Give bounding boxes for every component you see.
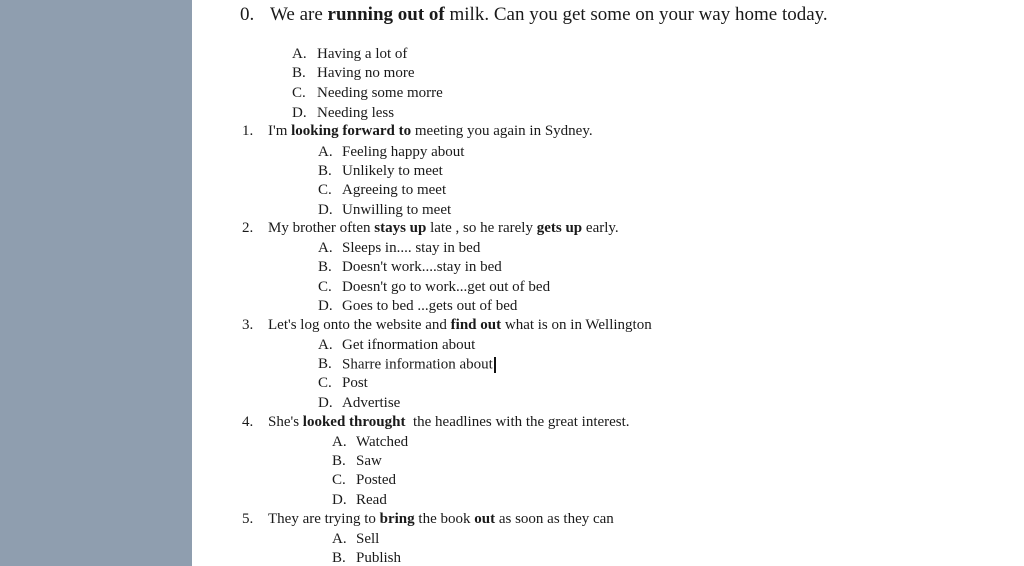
option-letter: B.	[318, 259, 332, 275]
question-key-phrase: stays up	[374, 220, 427, 236]
document-page[interactable]	[192, 0, 1024, 566]
question-text: what is on in Wellington	[501, 317, 652, 333]
option-text: Publish	[356, 550, 402, 566]
question-text: They are trying to	[268, 511, 380, 527]
question-key-phrase: looking forward to	[291, 123, 412, 139]
question-0	[240, 5, 828, 24]
option-letter: A.	[318, 240, 333, 256]
option-0-b	[292, 66, 414, 81]
option-letter: B.	[332, 550, 346, 566]
option-letter: C.	[332, 472, 346, 488]
question-number: 0.	[240, 4, 255, 25]
option-letter: D.	[332, 492, 347, 508]
option-letter: B.	[318, 356, 332, 373]
question-text: early.	[582, 220, 619, 236]
option-letter: C.	[318, 182, 332, 198]
option-text: Doesn't go to work...get out of bed	[342, 279, 551, 295]
option-letter: D.	[318, 395, 333, 411]
option-0-a	[292, 47, 407, 62]
question-key-phrase: out	[474, 511, 496, 527]
question-key-phrase: looked throught	[302, 414, 406, 430]
option-text: Unlikely to meet	[342, 163, 443, 179]
option-letter: C.	[318, 279, 332, 295]
option-text: Advertise	[342, 395, 401, 411]
option-letter: A.	[318, 337, 333, 353]
option-0-d	[292, 106, 394, 121]
option-text: Posted	[356, 472, 397, 488]
question-key-phrase: running out of	[327, 4, 445, 25]
option-letter: A.	[318, 144, 333, 160]
option-1-a	[318, 145, 464, 160]
question-text: meeting you again in Sydney.	[411, 123, 593, 139]
question-text: milk. Can you get some on your way home today.	[444, 4, 828, 25]
option-0-c	[292, 86, 443, 101]
option-text: Feeling happy about	[342, 144, 465, 160]
question-text: as soon as they can	[495, 511, 614, 527]
option-letter: D.	[318, 298, 333, 314]
option-text: Having no more	[317, 65, 415, 81]
option-text: Unwilling to meet	[342, 202, 452, 218]
question-text: I'm	[268, 123, 292, 139]
option-letter: A.	[332, 531, 347, 547]
option-text: Watched	[356, 434, 409, 450]
option-3-a	[318, 338, 475, 353]
option-text: Read	[356, 492, 387, 508]
question-text: Let's log onto the website and	[268, 317, 451, 333]
question-2	[242, 221, 619, 236]
option-text: Goes to bed ...gets out of bed	[342, 298, 518, 314]
option-text: Get ifnormation about	[342, 337, 476, 353]
option-letter: A.	[332, 434, 347, 450]
option-text: Having a lot of	[317, 46, 408, 62]
left-margin-panel	[0, 0, 192, 566]
option-letter: D.	[318, 202, 333, 218]
option-3-c	[318, 376, 368, 391]
option-text: Sleeps in.... stay in bed	[342, 240, 481, 256]
question-1	[242, 124, 593, 139]
option-letter: B.	[318, 163, 332, 179]
question-3	[242, 318, 652, 333]
option-3-b	[318, 357, 496, 373]
question-text: the headlines with the great interest.	[405, 414, 630, 430]
option-text: Needing less	[317, 105, 395, 121]
option-4-b	[332, 454, 382, 469]
option-letter: D.	[292, 105, 307, 121]
option-4-c	[332, 473, 396, 488]
question-4	[242, 415, 630, 430]
question-number: 1.	[242, 123, 254, 139]
question-text: She's	[268, 414, 303, 430]
option-4-a	[332, 435, 408, 450]
option-letter: B.	[332, 453, 346, 469]
option-text: Sharre information about	[342, 356, 493, 373]
text-cursor	[494, 357, 496, 373]
question-text: We are	[270, 4, 328, 25]
option-letter: C.	[292, 85, 306, 101]
option-letter: B.	[292, 65, 306, 81]
option-2-c	[318, 280, 550, 295]
option-text: Sell	[356, 531, 380, 547]
option-1-c	[318, 183, 446, 198]
option-1-d	[318, 203, 451, 218]
option-3-d	[318, 396, 400, 411]
option-text: Agreeing to meet	[342, 182, 447, 198]
option-2-d	[318, 299, 517, 314]
option-5-a	[332, 532, 379, 547]
option-5-b	[332, 551, 401, 566]
option-text: Post	[342, 375, 368, 391]
option-letter: C.	[318, 375, 332, 391]
option-2-b	[318, 260, 502, 275]
question-key-phrase: bring	[379, 511, 415, 527]
question-key-phrase: gets up	[536, 220, 583, 236]
question-number: 3.	[242, 317, 254, 333]
option-1-b	[318, 164, 443, 179]
question-text: the book	[414, 511, 475, 527]
question-key-phrase: find out	[450, 317, 502, 333]
question-number: 4.	[242, 414, 254, 430]
option-4-d	[332, 493, 387, 508]
question-number: 5.	[242, 511, 254, 527]
option-text: Saw	[356, 453, 382, 469]
option-text: Needing some morre	[317, 85, 443, 101]
question-text: late , so he rarely	[426, 220, 537, 236]
question-number: 2.	[242, 220, 254, 236]
question-text: My brother often	[268, 220, 375, 236]
question-5	[242, 512, 614, 527]
option-2-a	[318, 241, 480, 256]
option-text: Doesn't work....stay in bed	[342, 259, 502, 275]
option-letter: A.	[292, 46, 307, 62]
